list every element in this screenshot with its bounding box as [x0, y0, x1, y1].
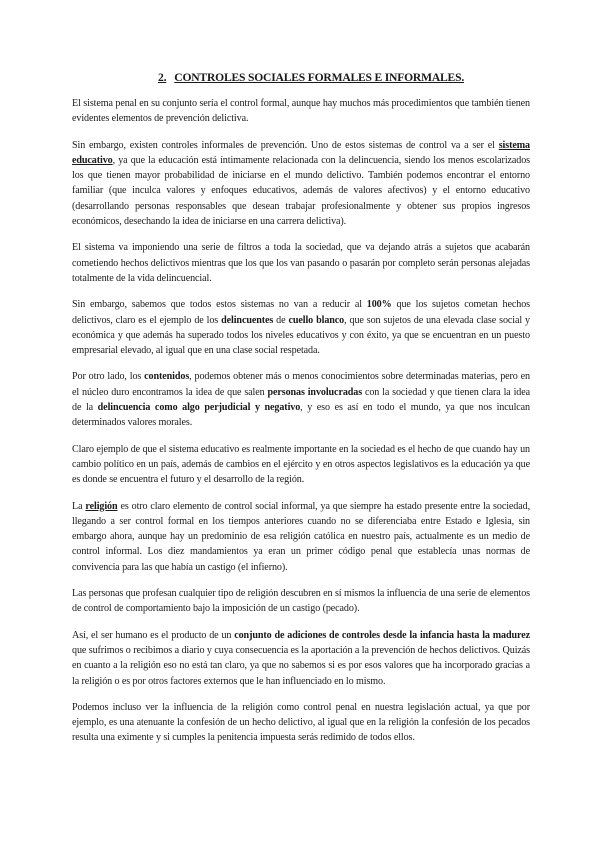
- paragraph-text: Así, el ser humano es el producto de un: [72, 629, 235, 641]
- emphasis-text: cuello blanco: [288, 314, 345, 326]
- paragraph: [72, 586, 530, 617]
- paragraph: [72, 369, 530, 430]
- emphasis-text: delincuencia como algo perjudicial y negativo: [97, 402, 301, 414]
- paragraph: [72, 700, 530, 746]
- document-body: [72, 96, 530, 746]
- paragraph-text: de: [273, 314, 289, 326]
- emphasis-text: contenidos: [144, 371, 190, 383]
- paragraph-text: , ya que la educación está íntimamente relacionada con la delincuencia, siendo los menos escolarizados los que tienen mayor probabilidad de iniciarse en el mundo delictivo. También podemos encontrar el entorno familiar (que inculca valores y enfoques educativos, además de valores afectivos) y el entorno educativo (desarrollando personas responsables que desean trabajar profesionalmente y obtener sus propios ingresos económicos, desechando la idea de iniciarse en una carrera delictiva).: [72, 154, 530, 228]
- paragraph-text: que sufrimos o recibimos a diario y cuya consecuencia es la aportación a la prevención de hechos delictivos. Quizás en cuanto a la religión eso no está tan claro, ya que no sabemos si es por esos valores que ha incorporado gracias a la religión o es por otros factores externos que le han influenciado en lo mismo.: [72, 644, 530, 687]
- section-heading: [92, 70, 530, 85]
- paragraph: [72, 96, 530, 127]
- emphasis-text: personas involucradas: [267, 386, 363, 398]
- paragraph-text: El sistema penal en su conjunto sería el control formal, aunque hay muchos más procedimientos que también tienen evidentes elementos de prevención delictiva.: [72, 98, 530, 125]
- paragraph-text: Sin embargo, sabemos que todos estos sistemas no van a reducir al: [72, 299, 367, 311]
- paragraph-text: , podemos obtener más o menos conocimientos sobre determinadas materias, pero en el núcleo duro encontramos la idea de que salen: [72, 371, 531, 398]
- paragraph-text: El sistema va imponiendo una serie de filtros a toda la sociedad, que va dejando atrás a sujetos que acabarán cometiendo hechos delictivos mientras que los que los van pasando o pasarán por completo serán personas alejadas totalmente de la vida delincuencial.: [72, 242, 530, 284]
- paragraph-text: que los sujetos cometan hechos delictivos, claro es el ejemplo de los: [72, 299, 530, 326]
- emphasis-text: 100%: [366, 299, 392, 311]
- emphasis-text: religión: [85, 500, 118, 512]
- paragraph-text: , que son sujetos de una elevada clase social y económica y que además ha superado todos los niveles educativos y con éxito, ya que se encuentran en un puesto empresarial elevado, al igual que en una clase social respetada.: [72, 314, 530, 357]
- paragraph-text: es otro claro elemento de control social informal, ya que siempre ha estado presente entre la sociedad, llegando a ser control formal en los tiempos anteriores cuando no se diferenciaba entre Estado e Iglesia, sin embargo ahora, aunque hay un predominio de esa religión católica en nuestro país, actualmente es un medio de control informal. Los diez mandamientos ya eran un primer código penal que establecía unas normas de convivencia para las que había un castigo (el infierno).: [72, 500, 530, 573]
- paragraph: [72, 628, 530, 689]
- paragraph-text: Sin embargo, existen controles informales de prevención. Uno de estos sistemas de control va a ser el: [72, 139, 499, 151]
- paragraph-text: , y eso es así en todo el mundo, ya que nos inculcan determinados valores morales.: [72, 402, 530, 429]
- paragraph-text: con la sociedad y que tienen clara la idea de la: [72, 386, 530, 414]
- paragraph-text: Claro ejemplo de que el sistema educativo es realmente importante en la sociedad es el hecho de que cuando hay un cambio político en un país, además de cambios en el ejército y en otros aspectos legislativos es la educación ya que es donde se encuentra el futuro y el desarrollo de la región.: [72, 443, 530, 486]
- paragraph: [72, 442, 530, 488]
- paragraph: [72, 499, 530, 575]
- paragraph-text: Por otro lado, los: [72, 371, 145, 383]
- paragraph-text: La: [72, 500, 86, 512]
- paragraph: [72, 297, 530, 358]
- section-title: CONTROLES SOCIALES FORMALES E INFORMALES.: [174, 71, 465, 84]
- paragraph-text: Las personas que profesan cualquier tipo de religión descubren en sí mismos la influencia de una serie de elementos de control de comportamiento bajo la imposición de un castigo (pecado).: [72, 588, 530, 615]
- section-number: 2.: [157, 71, 167, 84]
- emphasis-text: sistema educativo: [72, 139, 530, 166]
- emphasis-text: conjunto de adiciones de controles desde la infancia hasta la madurez: [234, 629, 530, 641]
- emphasis-text: delincuentes: [221, 314, 274, 326]
- paragraph: [72, 138, 530, 230]
- paragraph: [72, 240, 530, 286]
- paragraph-text: Podemos incluso ver la influencia de la religión como control penal en nuestra legislación actual, ya que por ejemplo, es una atenuante la confesión de un hecho delictivo, al igual que en la religión la confesión de los pecados resulta una eximente y si cumples la penitencia impuesta serás redimido de todos ellos.: [72, 701, 530, 744]
